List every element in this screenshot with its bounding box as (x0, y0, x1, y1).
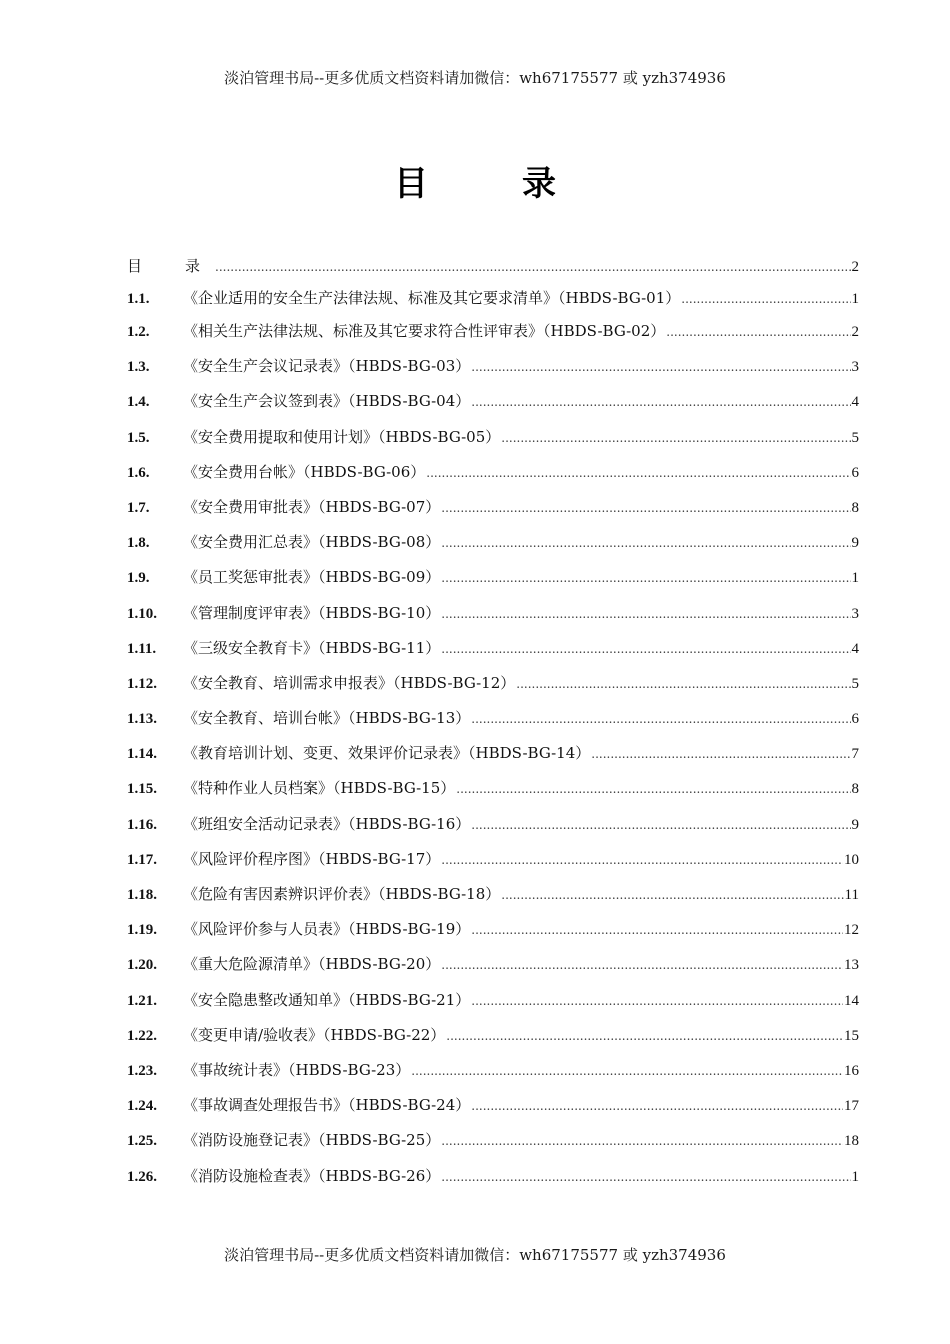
toc-entry-title: 《重大危险源清单》（HBDS-BG-20） (183, 955, 441, 974)
toc-entry[interactable] (127, 947, 859, 982)
toc-entry[interactable] (127, 983, 859, 1018)
toc-entry-number: 1.19. (127, 922, 157, 939)
toc-entry-title: 《安全生产会议记录表》（HBDS-BG-03） (183, 357, 471, 376)
toc-entry[interactable] (127, 420, 859, 455)
toc-entry-number: 1.6. (127, 464, 150, 481)
toc-dot-leader (681, 283, 850, 315)
toc-dot-leader (501, 878, 843, 913)
toc-dot-leader (215, 251, 850, 283)
toc-entry[interactable] (127, 807, 859, 842)
toc-entry[interactable] (127, 384, 859, 419)
toc-entry[interactable] (127, 490, 859, 525)
toc-dot-leader (441, 491, 850, 526)
toc-entry[interactable] (127, 455, 859, 490)
toc-entry-number: 1.14. (127, 746, 157, 763)
toc-entry-number: 1.5. (127, 429, 150, 446)
toc-entry-title: 《企业适用的安全生产法律法规、标准及其它要求清单》（HBDS-BG-01） (183, 289, 681, 307)
toc-entry-title: 《三级安全教育卡》（HBDS-BG-11） (183, 638, 441, 657)
toc-entry-page: 8 (851, 781, 859, 798)
toc-dot-leader (441, 948, 843, 983)
toc-entry-title: 《安全费用汇总表》（HBDS-BG-08） (183, 533, 441, 552)
toc-entry-page: 10 (844, 851, 859, 868)
toc-entry-title: 《安全费用提取和使用计划》（HBDS-BG-05） (183, 427, 501, 446)
toc-dot-leader (441, 526, 850, 561)
toc-entry[interactable] (127, 1123, 859, 1158)
page-title: 目 录 (394, 164, 586, 204)
toc-entry[interactable] (127, 842, 859, 877)
toc-entry[interactable] (127, 877, 859, 912)
toc-entry-number: 1.23. (127, 1062, 157, 1079)
toc-entry-number: 1.15. (127, 781, 157, 798)
toc-entry[interactable] (127, 314, 859, 349)
toc-dot-leader (441, 843, 843, 878)
toc-dot-leader (456, 772, 850, 807)
toc-dot-leader (441, 597, 850, 632)
toc-dot-leader (446, 1019, 843, 1054)
toc-entry-number: 1.16. (127, 816, 157, 833)
toc-entry-number: 1.1. (127, 291, 150, 307)
toc-entry-number: 1.24. (127, 1098, 157, 1115)
toc-entry-page: 1 (851, 1168, 859, 1185)
footer-note: 淡泊管理书局--更多优质文档资料请加微信：wh67175577 或 yzh374936 (224, 1246, 726, 1264)
toc-entry-title: 目 录 (127, 257, 215, 275)
toc-entry-page: 16 (844, 1062, 859, 1079)
toc-entry-page: 14 (844, 992, 859, 1009)
toc-entry-title: 《风险评价参与人员表》（HBDS-BG-19） (183, 920, 471, 939)
toc-entry[interactable] (127, 525, 859, 560)
toc-entry-title: 《安全教育、培训台帐》（HBDS-BG-13） (183, 709, 471, 728)
toc-entry-page: 5 (851, 429, 859, 446)
toc-entry-page: 3 (851, 359, 859, 376)
toc-entry[interactable] (127, 701, 859, 736)
toc-entry[interactable] (127, 631, 859, 666)
toc-entry-number: 1.3. (127, 359, 150, 376)
toc-entry-page: 15 (844, 1027, 859, 1044)
toc-dot-leader (471, 808, 850, 843)
toc-entry-title: 《危险有害因素辨识评价表》（HBDS-BG-18） (183, 885, 501, 903)
toc-entry-title: 《消防设施检查表》（HBDS-BG-26） (183, 1166, 441, 1185)
toc-dot-leader (441, 1160, 850, 1195)
toc-entry-page: 3 (851, 605, 859, 622)
toc-entry-number: 1.21. (127, 992, 157, 1009)
toc-entry-page: 9 (851, 816, 859, 833)
toc-entry-page: 2 (851, 259, 859, 275)
toc-entry-number: 1.13. (127, 711, 157, 728)
toc-entry-number: 1.4. (127, 394, 150, 411)
toc-dot-leader (516, 667, 850, 702)
toc-entry-number: 1.12. (127, 675, 157, 692)
toc-entry-title: 《相关生产法律法规、标准及其它要求符合性评审表》（HBDS-BG-02） (183, 322, 666, 340)
toc-dot-leader (471, 702, 850, 737)
toc-dot-leader (441, 1124, 843, 1159)
toc-entry-title: 《事故调查处理报告书》（HBDS-BG-24） (183, 1096, 471, 1115)
toc-dot-leader (471, 913, 843, 948)
toc-dot-leader (471, 984, 843, 1019)
toc-entry-title: 《班组安全活动记录表》（HBDS-BG-16） (183, 814, 471, 833)
toc-entry-page: 6 (851, 464, 859, 481)
toc-entry-page: 12 (844, 922, 859, 939)
toc-entry-title: 《安全教育、培训需求申报表》（HBDS-BG-12） (183, 673, 516, 692)
toc-entry-page: 6 (851, 711, 859, 728)
toc-entry[interactable] (127, 1053, 859, 1088)
toc-entry-page: 1 (851, 570, 859, 587)
toc-dot-leader (591, 737, 850, 772)
toc-entry-title: 《风险评价程序图》（HBDS-BG-17） (183, 849, 441, 868)
toc-entry[interactable] (127, 596, 859, 631)
toc-entry[interactable] (127, 1088, 859, 1123)
toc-entry-number: 1.8. (127, 535, 150, 552)
toc-entry-title: 《消防设施登记表》（HBDS-BG-25） (183, 1131, 441, 1150)
toc-entry-number: 1.11. (127, 640, 157, 657)
toc-entry-number: 1.20. (127, 957, 157, 974)
toc-dot-leader (471, 350, 850, 385)
toc-entry-number: 1.7. (127, 499, 150, 516)
toc-entry-number: 1.18. (127, 887, 157, 903)
toc-entry-title: 《安全费用审批表》（HBDS-BG-07） (183, 497, 441, 516)
toc-entry[interactable] (127, 1018, 859, 1053)
toc-dot-leader (411, 1054, 843, 1089)
toc-entry-title: 《管理制度评审表》（HBDS-BG-10） (183, 603, 441, 622)
toc-entry-number: 1.10. (127, 605, 157, 622)
toc-entry-page: 2 (851, 324, 859, 340)
toc-entry-page: 18 (844, 1133, 859, 1150)
toc-entry-page: 9 (851, 535, 859, 552)
toc-entry[interactable] (127, 349, 859, 384)
toc-entry-number: 1.2. (127, 324, 150, 340)
toc-dot-leader (666, 315, 850, 350)
toc-entry[interactable] (127, 1159, 859, 1194)
header-note: 淡泊管理书局--更多优质文档资料请加微信：wh67175577 或 yzh374936 (224, 69, 726, 87)
toc-entry-page: 5 (851, 675, 859, 692)
toc-entry-page: 11 (844, 887, 859, 903)
toc-dot-leader (426, 456, 850, 491)
toc-entry[interactable] (127, 666, 859, 701)
toc-entry[interactable] (127, 282, 859, 314)
toc-entry-page: 1 (851, 291, 859, 307)
toc-entry-number: 1.17. (127, 851, 157, 868)
toc-entry-title: 《教育培训计划、变更、效果评价记录表》（HBDS-BG-14） (183, 744, 591, 763)
toc-entry[interactable] (127, 771, 859, 806)
toc-entry[interactable] (127, 736, 859, 771)
toc-entry-page: 4 (851, 640, 859, 657)
toc-entry-title: 《特种作业人员档案》（HBDS-BG-15） (183, 779, 456, 798)
toc-dot-leader (501, 421, 850, 456)
toc-entry-number: 1.25. (127, 1133, 157, 1150)
toc-entry[interactable] (127, 560, 859, 595)
toc-entry-page: 13 (844, 957, 859, 974)
toc-entry-title: 《安全费用台帐》（HBDS-BG-06） (183, 462, 426, 481)
toc-entry-number: 1.26. (127, 1168, 157, 1185)
toc-entry-number: 1.22. (127, 1027, 157, 1044)
toc-entry-title: 《安全隐患整改通知单》（HBDS-BG-21） (183, 990, 471, 1009)
toc-entry-title: 《安全生产会议签到表》（HBDS-BG-04） (183, 392, 471, 411)
toc-entry[interactable] (127, 912, 859, 947)
toc-dot-leader (441, 561, 850, 596)
toc-entry-list (127, 282, 859, 1194)
toc-entry-contents[interactable] (127, 250, 859, 282)
toc-entry-page: 8 (851, 499, 859, 516)
toc-dot-leader (441, 632, 850, 667)
toc-entry-page: 7 (851, 746, 859, 763)
toc-entry-number: 1.9. (127, 570, 150, 587)
toc-dot-leader (471, 385, 850, 420)
toc-entry-title: 《员工奖惩审批表》（HBDS-BG-09） (183, 568, 441, 587)
toc-entry-page: 4 (851, 394, 859, 411)
toc-entry-title: 《事故统计表》（HBDS-BG-23） (183, 1060, 411, 1079)
table-of-contents (127, 250, 859, 1194)
toc-dot-leader (471, 1089, 843, 1124)
toc-entry-title: 《变更申请/验收表》（HBDS-BG-22） (183, 1025, 446, 1044)
toc-entry-page: 17 (844, 1098, 859, 1115)
